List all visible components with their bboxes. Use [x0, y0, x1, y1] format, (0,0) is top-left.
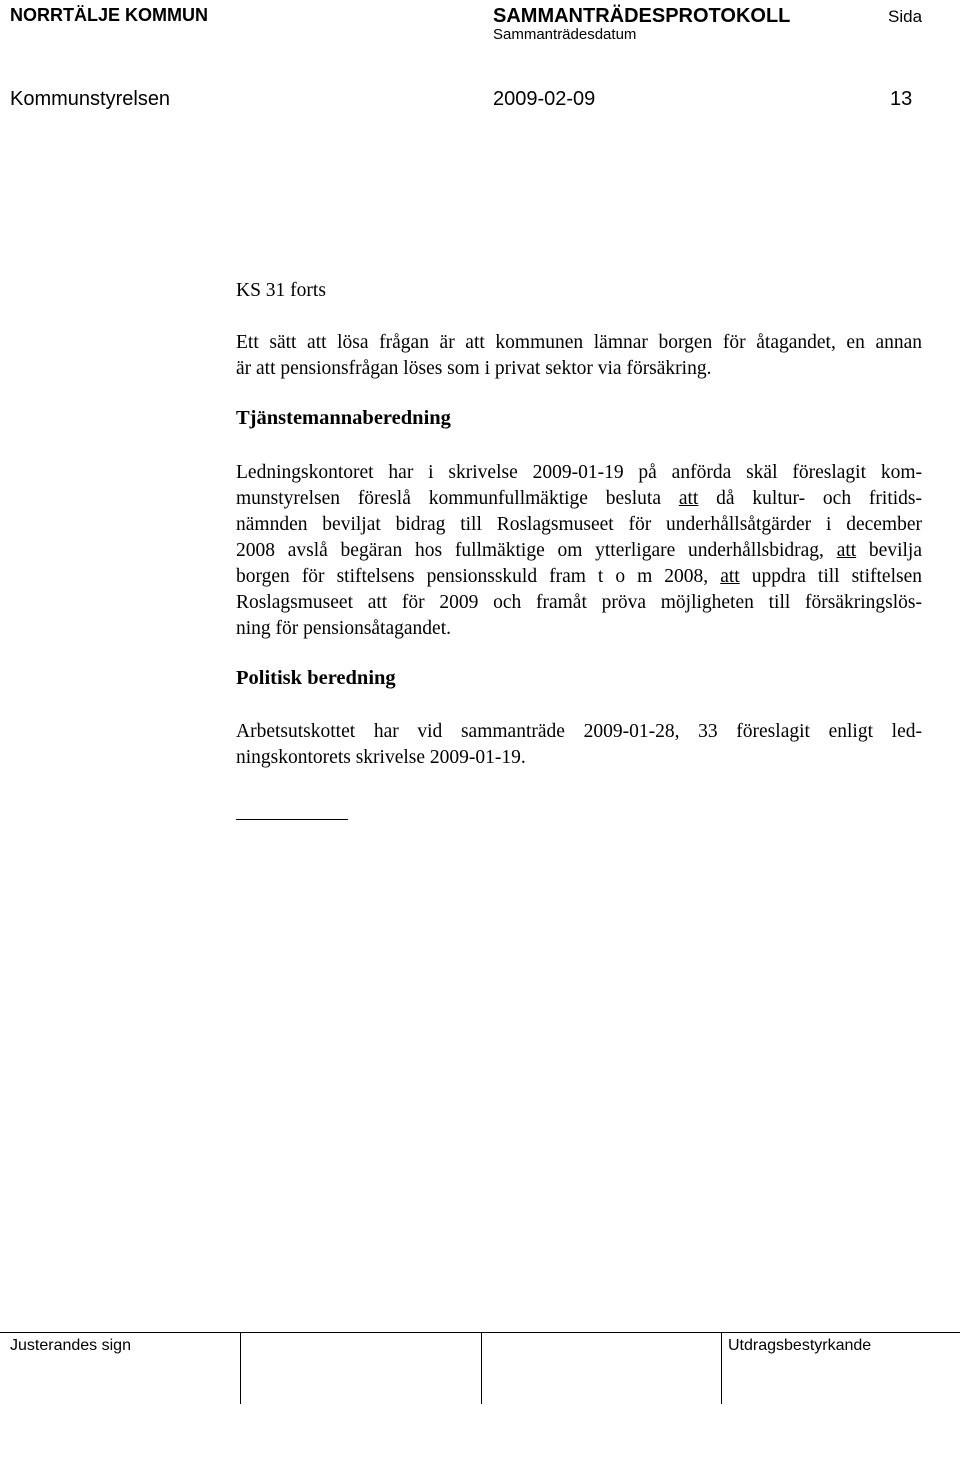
para1-line-6: Roslagsmuseet att för 2009 och framåt pröva möjligheten till försäkringslös- [236, 592, 922, 613]
para2-line-1: Arbetsutskottet har vid sammanträde 2009-01-28, 33 föreslagit enligt led- [236, 721, 922, 742]
footer-rule [0, 1332, 960, 1333]
heading-politisk-beredning: Politisk beredning [236, 667, 396, 689]
meeting-date: 2009-02-09 [493, 88, 596, 110]
municipality-name: NORRTÄLJE KOMMUN [10, 5, 208, 25]
para2-line-2: ningskontorets skrivelse 2009-01-19. [236, 747, 526, 768]
intro-line-2: är att pensionsfrågan löses som i privat sektor via försäkring. [236, 358, 712, 379]
document-type: SAMMANTRÄDESPROTOKOLL [493, 5, 791, 27]
case-reference: KS 31 forts [236, 280, 326, 301]
section-separator [236, 819, 348, 820]
para1-line-1: Ledningskontoret har i skrivelse 2009-01-19 på anförda skäl föreslagit kom- [236, 462, 922, 483]
heading-tjanstemannaberedning: Tjänstemannaberedning [236, 407, 451, 429]
para1-line-5: borgen för stiftelsens pensionsskuld fram t o m 2008, att uppdra till stiftelsen [236, 566, 922, 587]
para1-line-4: 2008 avslå begäran hos fullmäktige om ytterligare underhållsbidrag, att bevilja [236, 540, 922, 561]
intro-line-1: Ett sätt att lösa frågan är att kommunen lämnar borgen för åtagandet, en annan [236, 332, 922, 353]
page-label: Sida [888, 7, 923, 26]
para1-line-2: munstyrelsen föreslå kommunfullmäktige besluta att då kultur- och fritids- [236, 488, 922, 509]
footer-divider-1 [240, 1332, 241, 1404]
utdragsbestyrkande-label: Utdragsbestyrkande [728, 1337, 872, 1354]
committee-name: Kommunstyrelsen [10, 88, 171, 110]
para1-line-3: nämnden beviljat bidrag till Roslagsmuseet för underhållsåtgärder i december [236, 514, 922, 535]
para1-line-7: ning för pensionsåtagandet. [236, 618, 451, 639]
footer-divider-2 [481, 1332, 482, 1404]
signature-footer [0, 1332, 960, 1463]
justerandes-sign-label: Justerandes sign [10, 1337, 131, 1354]
meeting-date-label: Sammanträdesdatum [493, 26, 637, 43]
page-number: 13 [890, 88, 913, 110]
footer-divider-3 [721, 1332, 722, 1404]
